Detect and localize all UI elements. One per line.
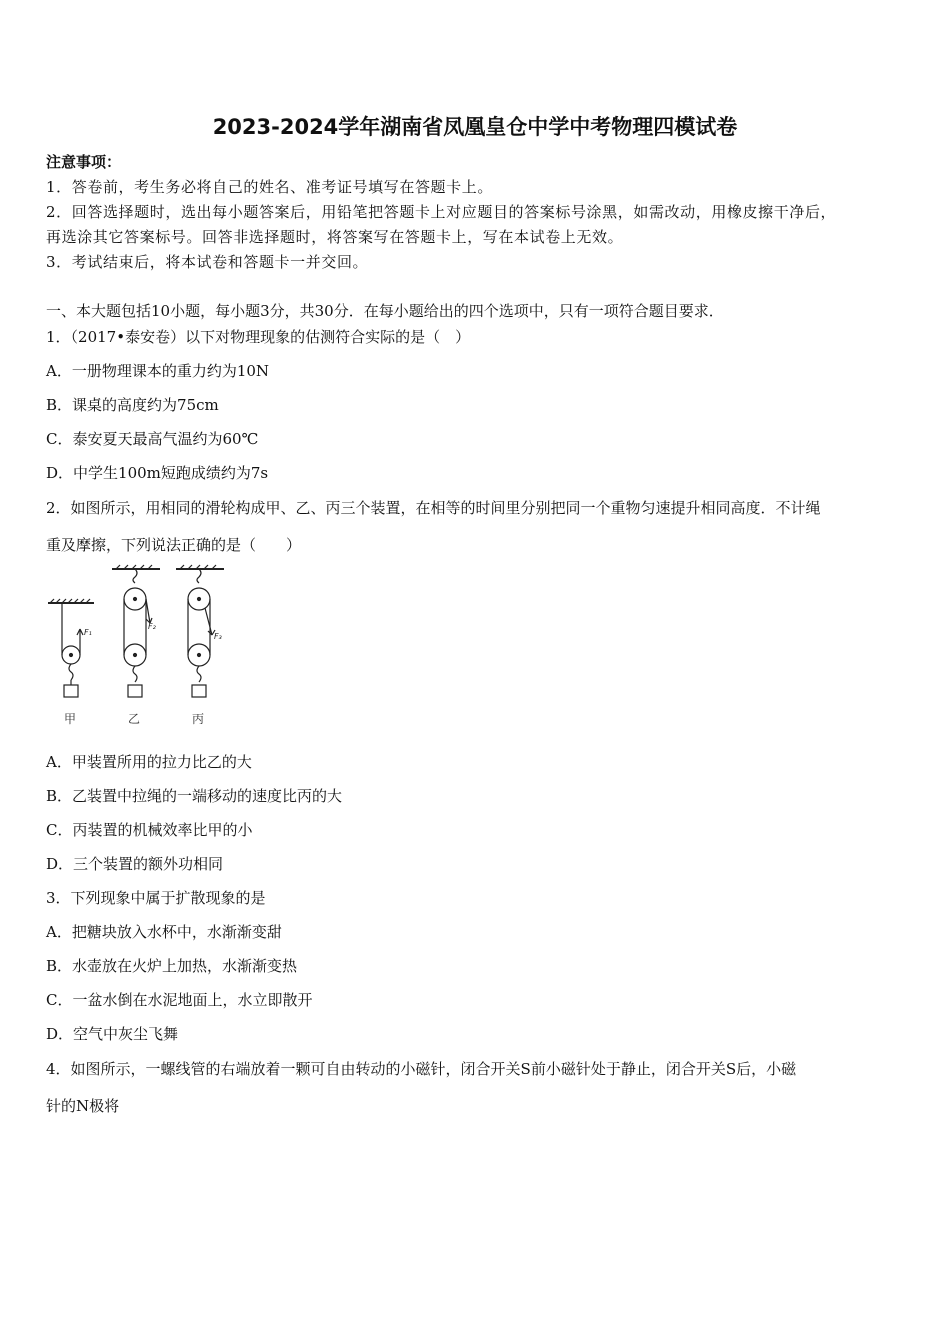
question-1-option-b: B．课桌的高度约为75cm xyxy=(46,396,219,414)
notes-item-2-cont: 再选涂其它答案标号。回答非选择题时，将答案写在答题卡上，写在本试卷上无效。 xyxy=(46,228,624,246)
question-1-option-c: C．泰安夏天最高气温约为60℃ xyxy=(46,430,259,448)
question-3-option-b: B．水壶放在火炉上加热，水渐渐变热 xyxy=(46,957,298,975)
notes-item-2: 2．回答选择题时，选出每小题答案后，用铅笔把答题卡上对应题目的答案标号涂黑，如需改动，用橡皮擦干净后， xyxy=(46,203,837,221)
question-3-stem: 3．下列现象中属于扩散现象的是 xyxy=(46,889,266,907)
question-2-option-b: B．乙装置中拉绳的一端移动的速度比丙的大 xyxy=(46,787,343,805)
page-title: 2023-2024学年湖南省凤凰皇仓中学中考物理四模试卷 xyxy=(212,115,738,139)
question-2-stem-line2: 重及摩擦，下列说法正确的是（ ） xyxy=(46,536,302,554)
pulley-diagram xyxy=(40,563,240,733)
notes-heading: 注意事项： xyxy=(46,153,122,171)
figure-label-yi: 乙 xyxy=(128,712,141,726)
question-4-stem-line2: 针的N极将 xyxy=(46,1097,120,1115)
question-1-stem: 1．（2017•泰安卷）以下对物理现象的估测符合实际的是（ ） xyxy=(46,328,471,346)
section-instructions: 一、本大题包括10小题，每小题3分，共30分．在每小题给出的四个选项中，只有一项符合题目要求． xyxy=(46,302,724,320)
question-2-option-d: D．三个装置的额外功相同 xyxy=(46,855,224,873)
notes-item-3: 3．考试结束后，将本试卷和答题卡一并交回。 xyxy=(46,253,369,271)
force-label-f1: F₁ xyxy=(84,628,92,637)
question-2-option-a: A．甲装置所用的拉力比乙的大 xyxy=(46,753,252,771)
question-1-option-d: D．中学生100m短跑成绩约为7s xyxy=(46,464,269,482)
question-1-option-a: A．一册物理课本的重力约为10N xyxy=(46,362,270,380)
figure-label-jia: 甲 xyxy=(64,712,77,726)
question-3-option-a: A．把糖块放入水杯中，水渐渐变甜 xyxy=(46,923,282,941)
notes-item-1: 1．答卷前，考生务必将自己的姓名、准考证号填写在答题卡上。 xyxy=(46,178,493,196)
question-4-stem-line1: 4．如图所示，一螺线管的右端放着一颗可自由转动的小磁针，闭合开关S前小磁针处于静止，闭合开关S后，小磁 xyxy=(46,1060,797,1078)
question-3-option-d: D．空气中灰尘飞舞 xyxy=(46,1025,179,1043)
force-label-f2: F₂ xyxy=(148,622,156,631)
figure-label-bing: 丙 xyxy=(192,712,205,726)
question-2-option-c: C．丙装置的机械效率比甲的小 xyxy=(46,821,253,839)
force-label-f3: F₃ xyxy=(214,632,222,641)
question-3-option-c: C．一盆水倒在水泥地面上，水立即散开 xyxy=(46,991,313,1009)
question-2-stem-line1: 2．如图所示，用相同的滑轮构成甲、乙、丙三个装置，在相等的时间里分别把同一个重物匀速提升相同高度．不计绳 xyxy=(46,499,821,517)
